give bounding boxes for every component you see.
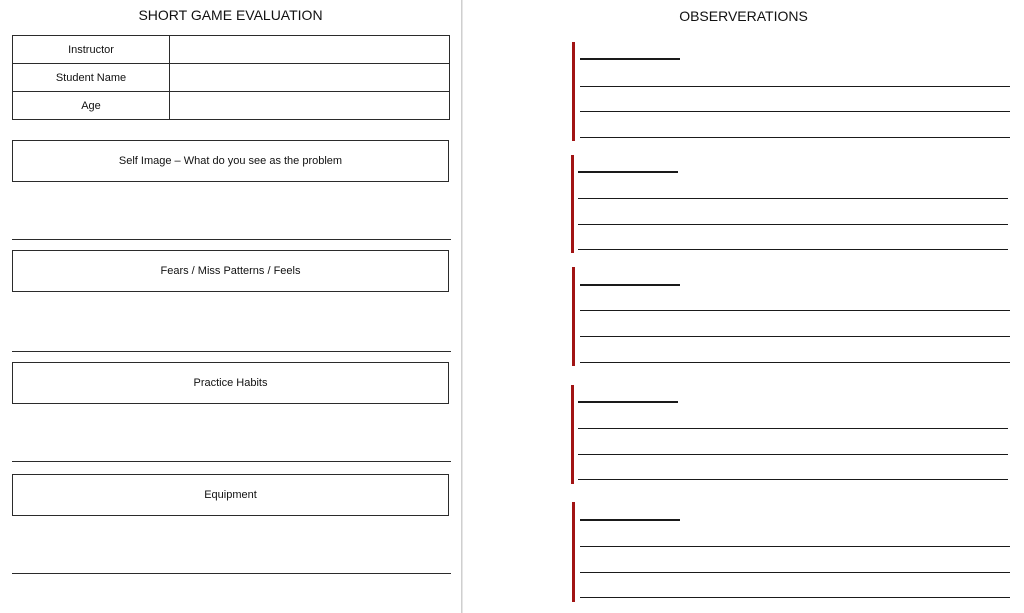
observation-line[interactable] — [578, 479, 1008, 480]
practice-habits-section-header: Practice Habits — [12, 362, 449, 404]
table-row — [13, 64, 450, 92]
self-image-answer-line[interactable] — [12, 239, 451, 240]
observation-line[interactable] — [580, 86, 1010, 87]
student-name-field[interactable] — [170, 64, 450, 92]
equipment-section-header: Equipment — [12, 474, 449, 516]
observation-marker-1 — [572, 42, 575, 141]
equipment-answer-line[interactable] — [12, 573, 451, 574]
observation-heading-line-4[interactable] — [578, 401, 678, 403]
observation-line[interactable] — [578, 198, 1008, 199]
observation-heading-line-3[interactable] — [580, 284, 680, 286]
self-image-section-header: Self Image – What do you see as the problem — [12, 140, 449, 182]
instructor-label: Instructor — [13, 36, 170, 64]
observation-line[interactable] — [580, 111, 1010, 112]
observations-title: OBSERVERATIONS — [679, 8, 808, 24]
observation-line[interactable] — [578, 428, 1008, 429]
observation-heading-line-2[interactable] — [578, 171, 678, 173]
evaluation-title: SHORT GAME EVALUATION — [138, 7, 323, 23]
instructor-field[interactable] — [170, 36, 450, 64]
observation-heading-line-5[interactable] — [580, 519, 680, 521]
age-label: Age — [13, 92, 170, 120]
observation-line[interactable] — [580, 572, 1010, 573]
observation-line[interactable] — [578, 454, 1008, 455]
observation-marker-5 — [572, 502, 575, 602]
practice-habits-answer-line[interactable] — [12, 461, 451, 462]
observation-marker-2 — [571, 155, 574, 253]
observation-line[interactable] — [580, 310, 1010, 311]
observation-line[interactable] — [578, 224, 1008, 225]
observation-line[interactable] — [580, 546, 1010, 547]
observation-line[interactable] — [580, 137, 1010, 138]
student-info-table — [12, 35, 450, 120]
fears-answer-line[interactable] — [12, 351, 451, 352]
age-field[interactable] — [170, 92, 450, 120]
observation-heading-line-1[interactable] — [580, 58, 680, 60]
observations-page — [463, 0, 1024, 613]
table-row — [13, 92, 450, 120]
observation-line[interactable] — [578, 249, 1008, 250]
fears-section-header: Fears / Miss Patterns / Feels — [12, 250, 449, 292]
observation-marker-4 — [571, 385, 574, 484]
evaluation-page — [0, 0, 462, 613]
observation-marker-3 — [572, 267, 575, 366]
table-row — [13, 36, 450, 64]
observation-line[interactable] — [580, 362, 1010, 363]
observation-line[interactable] — [580, 597, 1010, 598]
observation-line[interactable] — [580, 336, 1010, 337]
student-name-label: Student Name — [13, 64, 170, 92]
